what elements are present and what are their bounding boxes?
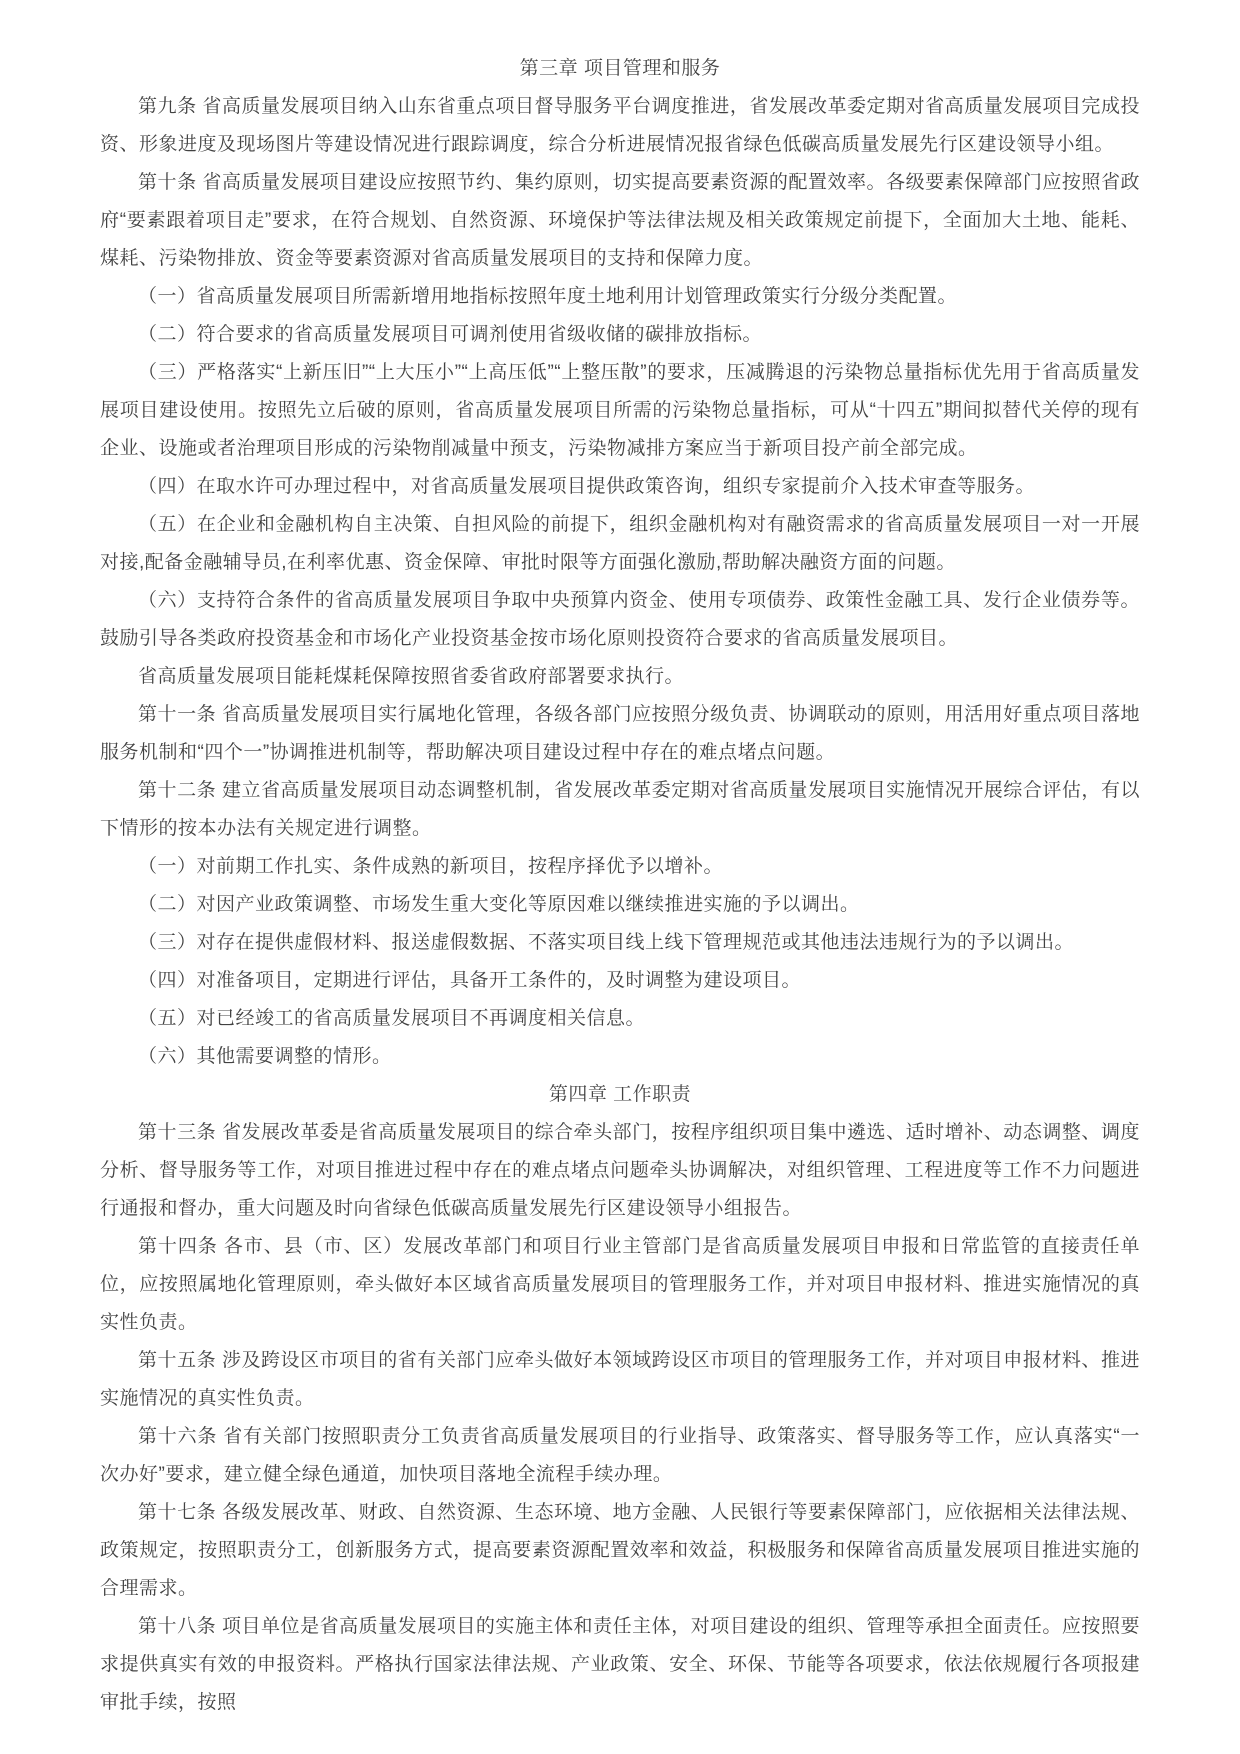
article-9-paragraph: 第九条 省高质量发展项目纳入山东省重点项目督导服务平台调度推进，省发展改革委定期对省高质量发展项目完成投资、形象进度及现场图片等建设情况进行跟踪调度，综合分析进展情况报省绿色低碳高质量发展先行区建设领导小组。 bbox=[100, 96, 1140, 155]
article-16-paragraph: 第十六条 省有关部门按照职责分工负责省高质量发展项目的行业指导、政策落实、督导服务等工作，应认真落实“一次办好”要求，建立健全绿色通道，加快项目落地全流程手续办理。 bbox=[100, 1426, 1140, 1485]
article-12-item-2: （二）对因产业政策调整、市场发生重大变化等原因难以继续推进实施的予以调出。 bbox=[138, 894, 860, 915]
article-10-item-6: （六）支持符合条件的省高质量发展项目争取中央预算内资金、使用专项债券、政策性金融工具、发行企业债券等。鼓励引导各类政府投资基金和市场化产业投资基金按市场化原则投资符合要求的省高质量发展项目。 bbox=[100, 590, 1140, 649]
article-10-item-2: （二）符合要求的省高质量发展项目可调剂使用省级收储的碳排放指标。 bbox=[138, 324, 763, 345]
article-10-closing-paragraph: 省高质量发展项目能耗煤耗保障按照省委省政府部署要求执行。 bbox=[138, 666, 685, 687]
article-12-item-4: （四）对准备项目，定期进行评估，具备开工条件的，及时调整为建设项目。 bbox=[138, 970, 802, 991]
article-10-paragraph: 第十条 省高质量发展项目建设应按照节约、集约原则，切实提高要素资源的配置效率。各级要素保障部门应按照省政府“要素跟着项目走”要求，在符合规划、自然资源、环境保护等法律法规及相关政策规定前提下，全面加大土地、能耗、煤耗、污染物排放、资金等要素资源对省高质量发展项目的支持和保障力度。 bbox=[100, 172, 1140, 269]
article-10-item-4: （四）在取水许可办理过程中，对省高质量发展项目提供政策咨询，组织专家提前介入技术审查等服务。 bbox=[138, 476, 1036, 497]
article-18-paragraph: 第十八条 项目单位是省高质量发展项目的实施主体和责任主体，对项目建设的组织、管理等承担全面责任。应按照要求提供真实有效的申报资料。严格执行国家法律法规、产业政策、安全、环保、节能等各项要求，依法依规履行各项报建审批手续，按照 bbox=[100, 1616, 1140, 1713]
article-12-paragraph: 第十二条 建立省高质量发展项目动态调整机制，省发展改革委定期对省高质量发展项目实施情况开展综合评估，有以下情形的按本办法有关规定进行调整。 bbox=[100, 780, 1140, 839]
article-12-item-5: （五）对已经竣工的省高质量发展项目不再调度相关信息。 bbox=[138, 1008, 646, 1029]
article-12-item-3: （三）对存在提供虚假材料、报送虚假数据、不落实项目线上线下管理规范或其他违法违规行为的予以调出。 bbox=[138, 932, 1075, 953]
article-11-paragraph: 第十一条 省高质量发展项目实行属地化管理，各级各部门应按照分级负责、协调联动的原则，用活用好重点项目落地服务机制和“四个一”协调推进机制等，帮助解决项目建设过程中存在的难点堵点问题。 bbox=[100, 704, 1140, 763]
chapter-4-heading: 第四章 工作职责 bbox=[548, 1084, 692, 1105]
article-17-paragraph: 第十七条 各级发展改革、财政、自然资源、生态环境、地方金融、人民银行等要素保障部门，应依据相关法律法规、政策规定，按照职责分工，创新服务方式，提高要素资源配置效率和效益，积极服务和保障省高质量发展项目推进实施的合理需求。 bbox=[100, 1502, 1140, 1599]
article-14-paragraph: 第十四条 各市、县（市、区）发展改革部门和项目行业主管部门是省高质量发展项目申报和日常监管的直接责任单位，应按照属地化管理原则，牵头做好本区域省高质量发展项目的管理服务工作，并对项目申报材料、推进实施情况的真实性负责。 bbox=[100, 1236, 1140, 1333]
article-10-item-5: （五）在企业和金融机构自主决策、自担风险的前提下，组织金融机构对有融资需求的省高质量发展项目一对一开展对接,配备金融辅导员,在利率优惠、资金保障、审批时限等方面强化激励,帮助解决融资方面的问题。 bbox=[100, 514, 1140, 573]
article-12-item-1: （一）对前期工作扎实、条件成熟的新项目，按程序择优予以增补。 bbox=[138, 856, 724, 877]
article-13-paragraph: 第十三条 省发展改革委是省高质量发展项目的综合牵头部门，按程序组织项目集中遴选、适时增补、动态调整、调度分析、督导服务等工作，对项目推进过程中存在的难点堵点问题牵头协调解决，对组织管理、工程进度等工作不力问题进行通报和督办，重大问题及时向省绿色低碳高质量发展先行区建设领导小组报告。 bbox=[100, 1122, 1140, 1219]
article-10-item-3: （三）严格落实“上新压旧”“上大压小”“上高压低”“上整压散”的要求，压减腾退的污染物总量指标优先用于省高质量发展项目建设使用。按照先立后破的原则，省高质量发展项目所需的污染物总量指标，可从“十四五”期间拟替代关停的现有企业、设施或者治理项目形成的污染物削减量中预支，污染物减排方案应当于新项目投产前全部完成。 bbox=[100, 362, 1140, 459]
chapter-3-heading: 第三章 项目管理和服务 bbox=[519, 58, 721, 79]
article-15-paragraph: 第十五条 涉及跨设区市项目的省有关部门应牵头做好本领域跨设区市项目的管理服务工作，并对项目申报材料、推进实施情况的真实性负责。 bbox=[100, 1350, 1140, 1409]
article-10-item-1: （一）省高质量发展项目所需新增用地指标按照年度土地利用计划管理政策实行分级分类配置。 bbox=[138, 286, 958, 307]
article-12-item-6: （六）其他需要调整的情形。 bbox=[138, 1046, 392, 1067]
